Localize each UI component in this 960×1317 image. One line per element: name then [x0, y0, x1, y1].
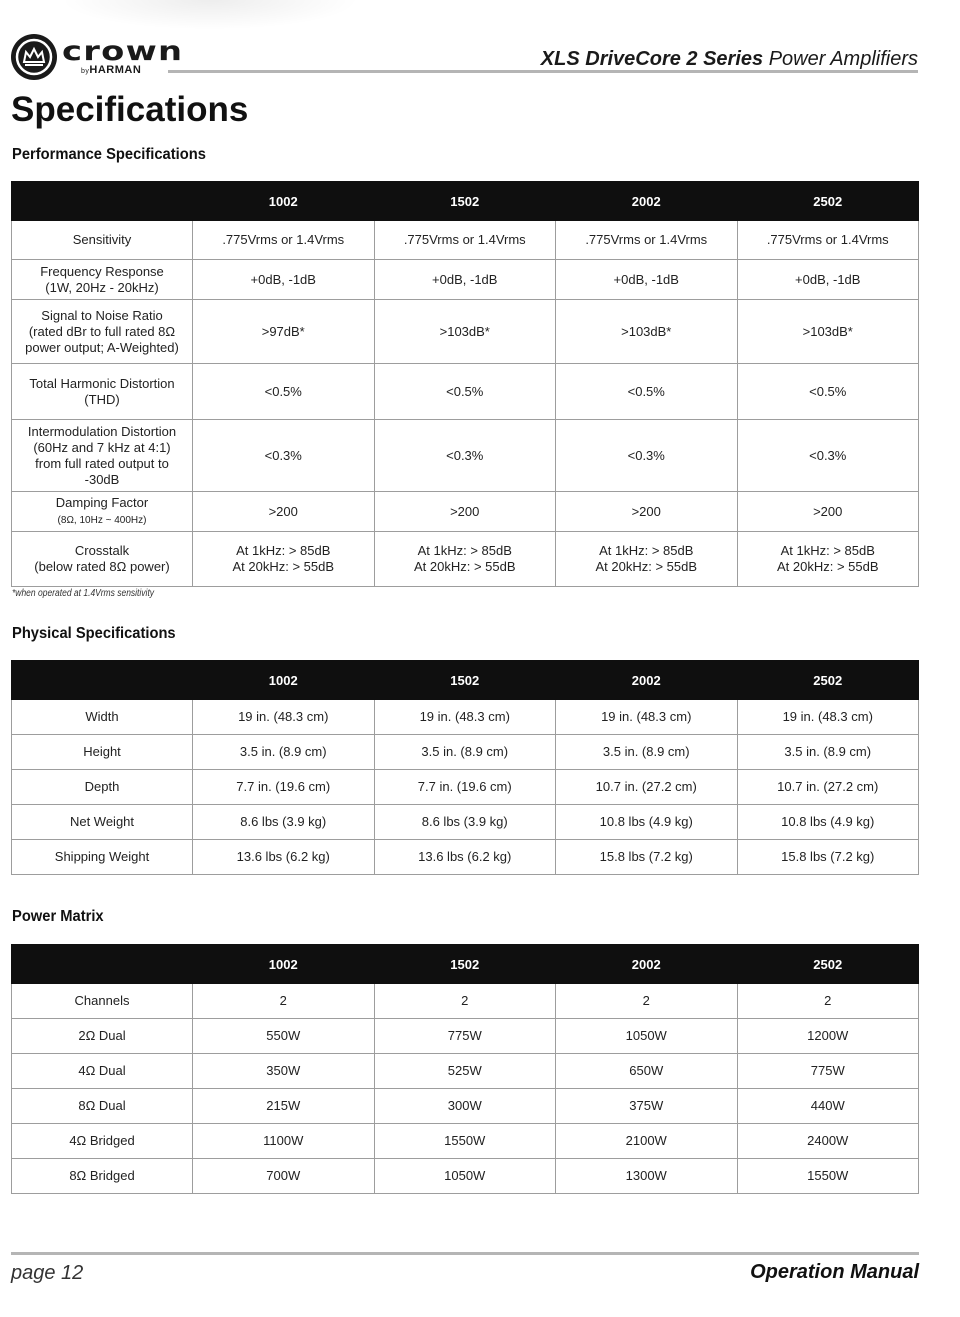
value-cell: 3.5 in. (8.9 cm): [193, 735, 375, 770]
row-label-text: Net Weight: [69, 814, 135, 829]
row-label: [12, 492, 193, 532]
row-label-text: Depth: [84, 779, 120, 794]
value-cell: >200: [737, 492, 919, 532]
value-cell: <0.5%: [737, 364, 919, 420]
value-cell: At 1kHz: > 85dB At 20kHz: > 55dB: [737, 532, 919, 587]
row-label: [12, 735, 193, 770]
value-cell: >200: [556, 492, 738, 532]
row-label: [12, 1054, 193, 1089]
value-cell: >103dB*: [374, 300, 556, 364]
row-label-text: 4Ω Dual: [78, 1063, 126, 1078]
value-cell: 1550W: [374, 1124, 556, 1159]
value-cell: 350W: [193, 1054, 375, 1089]
row-label-text: Channels: [74, 993, 130, 1008]
value-cell: <0.3%: [193, 420, 375, 492]
row-label: [12, 420, 193, 492]
value-cell: 15.8 lbs (7.2 kg): [556, 840, 738, 875]
table-row: [12, 1054, 919, 1089]
row-label: [12, 1089, 193, 1124]
table-row: [12, 700, 919, 735]
row-label-text: Frequency Response (1W, 20Hz - 20kHz): [40, 263, 164, 295]
row-label: [12, 1124, 193, 1159]
value-cell: At 1kHz: > 85dB At 20kHz: > 55dB: [193, 532, 375, 587]
value-cell: 10.7 in. (27.2 cm): [556, 770, 738, 805]
row-label-text: Shipping Weight: [54, 849, 150, 864]
value-cell: 375W: [556, 1089, 738, 1124]
value-cell: .775Vrms or 1.4Vrms: [737, 221, 919, 260]
row-label-text: 4Ω Bridged: [69, 1133, 135, 1148]
row-label-text: 2Ω Dual: [78, 1028, 126, 1043]
value-cell: <0.5%: [556, 364, 738, 420]
value-cell: .775Vrms or 1.4Vrms: [193, 221, 375, 260]
value-cell: <0.5%: [193, 364, 375, 420]
value-cell: 19 in. (48.3 cm): [556, 700, 738, 735]
value-cell: 7.7 in. (19.6 cm): [374, 770, 556, 805]
value-cell: 19 in. (48.3 cm): [737, 700, 919, 735]
value-cell: 8.6 lbs (3.9 kg): [193, 805, 375, 840]
row-label-text: Intermodulation Distortion (60Hz and 7 kHz at 4:1) from full rated output to -30dB: [27, 423, 177, 487]
series-title: XLS DriveCore 2 Series Power Amplifiers: [540, 48, 918, 70]
row-label-text: Crosstalk (below rated 8Ω power): [34, 543, 170, 574]
row-label-text: 8Ω Bridged: [69, 1168, 135, 1183]
value-cell: 7.7 in. (19.6 cm): [193, 770, 375, 805]
value-cell: >200: [374, 492, 556, 532]
value-cell: 300W: [374, 1089, 556, 1124]
value-cell: 3.5 in. (8.9 cm): [737, 735, 919, 770]
table-header-row: [12, 182, 919, 221]
page-title: Specifications: [11, 90, 249, 129]
table-row: [12, 221, 919, 260]
power-table: [11, 944, 919, 1194]
table-row: [12, 770, 919, 805]
row-label-text: Height: [83, 744, 121, 759]
value-cell: <0.5%: [374, 364, 556, 420]
row-label-text: Sensitivity: [72, 232, 132, 247]
value-cell: 2: [374, 984, 556, 1019]
value-cell: 2: [193, 984, 375, 1019]
row-label-text: Width: [85, 709, 119, 724]
row-label: [12, 1019, 193, 1054]
table-row: [12, 1019, 919, 1054]
value-cell: 1550W: [737, 1159, 919, 1194]
performance-title: Performance Specifications: [12, 146, 206, 163]
header-cell-model: 1002: [193, 945, 375, 984]
value-cell: 2: [737, 984, 919, 1019]
row-label: [12, 984, 193, 1019]
value-cell: 10.7 in. (27.2 cm): [737, 770, 919, 805]
header-cell-blank: [12, 661, 193, 700]
table-row: [12, 492, 919, 532]
value-cell: +0dB, -1dB: [556, 260, 738, 300]
row-label: [12, 840, 193, 875]
value-cell: 775W: [374, 1019, 556, 1054]
value-cell: >200: [193, 492, 375, 532]
value-cell: <0.3%: [556, 420, 738, 492]
value-cell: 13.6 lbs (6.2 kg): [193, 840, 375, 875]
value-cell: 550W: [193, 1019, 375, 1054]
table-row: [12, 984, 919, 1019]
power-title: Power Matrix: [12, 908, 104, 925]
value-cell: 10.8 lbs (4.9 kg): [556, 805, 738, 840]
value-cell: At 1kHz: > 85dB At 20kHz: > 55dB: [374, 532, 556, 587]
header-cell-model: 2002: [556, 661, 738, 700]
row-label: [12, 770, 193, 805]
table-row: [12, 1124, 919, 1159]
value-cell: <0.3%: [737, 420, 919, 492]
header-cell-model: 1502: [374, 661, 556, 700]
table-header-row: [12, 945, 919, 984]
value-cell: 215W: [193, 1089, 375, 1124]
value-cell: 1300W: [556, 1159, 738, 1194]
value-cell: 15.8 lbs (7.2 kg): [737, 840, 919, 875]
crown-logo: [11, 34, 184, 80]
header-cell-blank: [12, 945, 193, 984]
value-cell: 3.5 in. (8.9 cm): [556, 735, 738, 770]
physical-table: [11, 660, 919, 875]
header-cell-model: 1502: [374, 945, 556, 984]
page-smudge: [60, 0, 360, 30]
row-label: [12, 364, 193, 420]
value-cell: 775W: [737, 1054, 919, 1089]
performance-table: [11, 181, 919, 587]
row-label: [12, 1159, 193, 1194]
header-cell-model: 1502: [374, 182, 556, 221]
table-header-row: [12, 661, 919, 700]
header-cell-model: 2002: [556, 182, 738, 221]
footer-rule: [11, 1252, 919, 1255]
value-cell: 2100W: [556, 1124, 738, 1159]
value-cell: >103dB*: [556, 300, 738, 364]
row-label-text: Total Harmonic Distortion (THD): [29, 375, 175, 407]
page-number: page 12: [11, 1262, 84, 1284]
value-cell: 10.8 lbs (4.9 kg): [737, 805, 919, 840]
table-row: [12, 1159, 919, 1194]
footnote: *when operated at 1.4Vrms sensitivity: [12, 588, 155, 599]
header-cell-model: 2502: [737, 945, 919, 984]
table-row: [12, 805, 919, 840]
table-row: [12, 300, 919, 364]
row-label-text: Signal to Noise Ratio (rated dBr to full rated 8Ω power output; A-Weighted): [25, 307, 179, 355]
value-cell: >103dB*: [737, 300, 919, 364]
value-cell: 440W: [737, 1089, 919, 1124]
table-row: [12, 532, 919, 587]
header-cell-model: 1002: [193, 182, 375, 221]
row-label: [12, 260, 193, 300]
value-cell: 13.6 lbs (6.2 kg): [374, 840, 556, 875]
value-cell: 525W: [374, 1054, 556, 1089]
value-cell: 1050W: [374, 1159, 556, 1194]
physical-title: Physical Specifications: [12, 625, 176, 642]
table-row: [12, 364, 919, 420]
value-cell: +0dB, -1dB: [374, 260, 556, 300]
table-row: [12, 1089, 919, 1124]
header-cell-model: 1002: [193, 661, 375, 700]
row-label: [12, 532, 193, 587]
value-cell: +0dB, -1dB: [193, 260, 375, 300]
value-cell: At 1kHz: > 85dB At 20kHz: > 55dB: [556, 532, 738, 587]
value-cell: 1100W: [193, 1124, 375, 1159]
value-cell: 2400W: [737, 1124, 919, 1159]
value-cell: +0dB, -1dB: [737, 260, 919, 300]
header-cell-model: 2502: [737, 661, 919, 700]
value-cell: .775Vrms or 1.4Vrms: [374, 221, 556, 260]
row-label: [12, 300, 193, 364]
table-row: [12, 420, 919, 492]
value-cell: 700W: [193, 1159, 375, 1194]
crown-icon: [11, 34, 57, 80]
value-cell: <0.3%: [374, 420, 556, 492]
manual-title: Operation Manual: [750, 1261, 919, 1283]
header-cell-model: 2502: [737, 182, 919, 221]
header-cell-blank: [12, 182, 193, 221]
value-cell: 8.6 lbs (3.9 kg): [374, 805, 556, 840]
header-cell-model: 2002: [556, 945, 738, 984]
row-label-text: Damping Factor: [55, 494, 149, 510]
row-label: [12, 700, 193, 735]
value-cell: 19 in. (48.3 cm): [193, 700, 375, 735]
value-cell: 1050W: [556, 1019, 738, 1054]
value-cell: .775Vrms or 1.4Vrms: [556, 221, 738, 260]
value-cell: 19 in. (48.3 cm): [374, 700, 556, 735]
brand-wordmark: crown: [62, 36, 184, 67]
table-row: [12, 260, 919, 300]
value-cell: 1200W: [737, 1019, 919, 1054]
table-row: [12, 840, 919, 875]
brand-sub: byHARMAN: [81, 64, 142, 76]
row-sublabel: (8Ω, 10Hz ~ 400Hz): [57, 514, 147, 526]
value-cell: 2: [556, 984, 738, 1019]
row-label-text: 8Ω Dual: [78, 1098, 126, 1113]
row-label: [12, 221, 193, 260]
table-row: [12, 735, 919, 770]
value-cell: 650W: [556, 1054, 738, 1089]
row-label: [12, 805, 193, 840]
value-cell: >97dB*: [193, 300, 375, 364]
value-cell: 3.5 in. (8.9 cm): [374, 735, 556, 770]
